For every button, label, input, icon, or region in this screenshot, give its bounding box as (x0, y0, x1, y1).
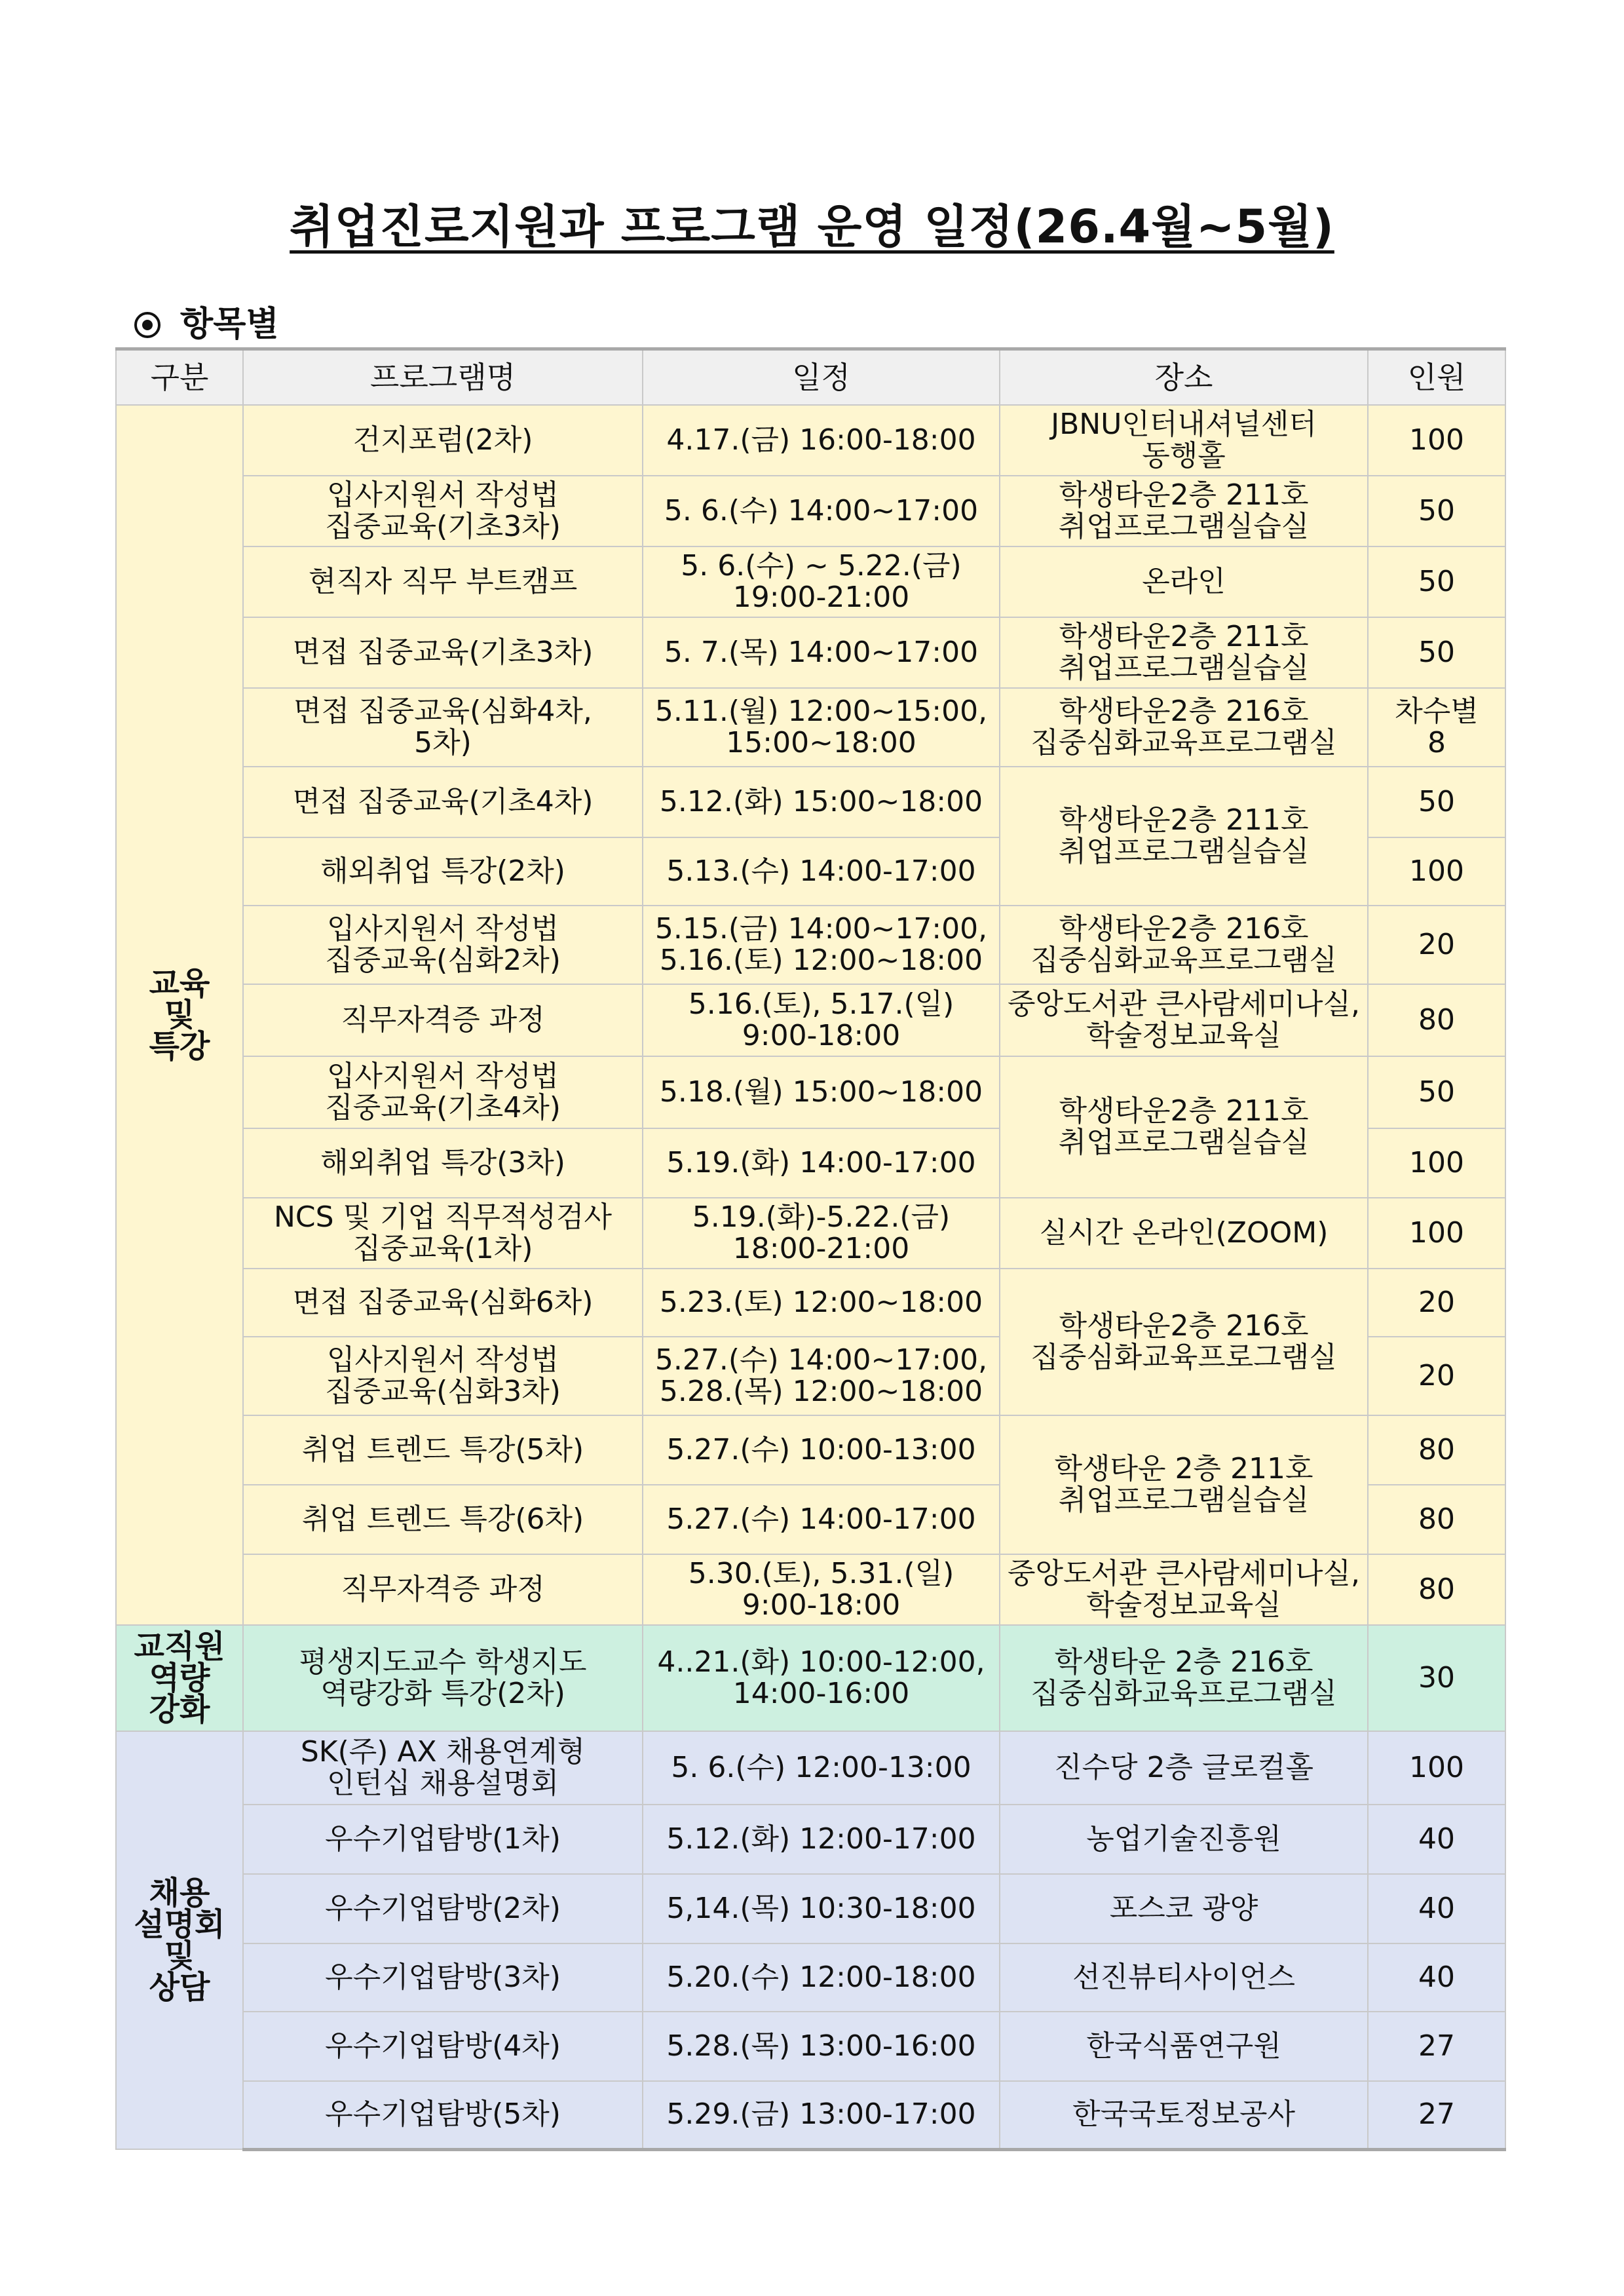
program-cell: 면접 집중교육(심화4차, 5차) (243, 688, 643, 767)
place-cell: 온라인 (1000, 546, 1368, 617)
table-row (116, 1269, 1505, 1337)
radio-bullet-icon (134, 312, 161, 338)
people-cell: 20 (1368, 1337, 1505, 1415)
section-label: 항목별 (134, 296, 279, 345)
table-row (116, 1731, 1505, 1805)
schedule-cell: 5.27.(수) 10:00-13:00 (643, 1415, 1000, 1485)
program-cell: 우수기업탐방(3차) (243, 1943, 643, 2012)
people-cell: 100 (1368, 405, 1505, 476)
people-cell: 50 (1368, 1056, 1505, 1128)
place-cell: 포스코 광양 (1000, 1874, 1368, 1943)
place-cell: 학생타운2층 211호 취업프로그램실습실 (1000, 1056, 1368, 1198)
table-row (116, 767, 1505, 837)
place-cell: 실시간 온라인(ZOOM) (1000, 1198, 1368, 1269)
schedule-cell: 5. 7.(목) 14:00~17:00 (643, 617, 1000, 688)
people-cell: 20 (1368, 906, 1505, 984)
people-cell: 40 (1368, 1943, 1505, 2012)
place-cell: 학생타운2층 216호 집중심화교육프로그램실 (1000, 688, 1368, 767)
schedule-cell: 5.29.(금) 13:00-17:00 (643, 2081, 1000, 2149)
program-cell: 입사지원서 작성법 집중교육(기초3차) (243, 476, 643, 546)
schedule-cell: 5. 6.(수) ~ 5.22.(금) 19:00-21:00 (643, 546, 1000, 617)
header-schedule: 일정 (643, 349, 1000, 406)
place-cell: 중앙도서관 큰사람세미나실, 학술정보교육실 (1000, 1554, 1368, 1625)
table-row (116, 1554, 1505, 1625)
place-cell: 농업기술진흥원 (1000, 1805, 1368, 1874)
program-cell: 우수기업탐방(1차) (243, 1805, 643, 1874)
people-cell: 100 (1368, 837, 1505, 906)
table-row (116, 546, 1505, 617)
program-cell: 우수기업탐방(2차) (243, 1874, 643, 1943)
schedule-table (115, 347, 1506, 2151)
schedule-cell: 5.27.(수) 14:00~17:00, 5.28.(목) 12:00~18:00 (643, 1337, 1000, 1415)
table-header-row (116, 349, 1505, 406)
program-cell: 우수기업탐방(4차) (243, 2012, 643, 2081)
program-cell: 우수기업탐방(5차) (243, 2081, 643, 2149)
schedule-cell: 5.18.(월) 15:00~18:00 (643, 1056, 1000, 1128)
program-cell: 취업 트렌드 특강(5차) (243, 1415, 643, 1485)
table-row (116, 1625, 1505, 1731)
header-program: 프로그램명 (243, 349, 643, 406)
schedule-cell: 5.19.(화) 14:00-17:00 (643, 1128, 1000, 1198)
schedule-cell: 4..21.(화) 10:00-12:00, 14:00-16:00 (643, 1625, 1000, 1731)
program-cell: 면접 집중교육(기초3차) (243, 617, 643, 688)
schedule-cell: 5.12.(화) 12:00-17:00 (643, 1805, 1000, 1874)
table-row (116, 2081, 1505, 2149)
people-cell: 30 (1368, 1625, 1505, 1731)
schedule-cell: 4.17.(금) 16:00-18:00 (643, 405, 1000, 476)
people-cell: 40 (1368, 1805, 1505, 1874)
table-row (116, 476, 1505, 546)
schedule-cell: 5.23.(토) 12:00~18:00 (643, 1269, 1000, 1337)
people-cell: 20 (1368, 1269, 1505, 1337)
place-cell: 한국국토정보공사 (1000, 2081, 1368, 2149)
program-cell: 입사지원서 작성법 집중교육(기초4차) (243, 1056, 643, 1128)
people-cell: 100 (1368, 1128, 1505, 1198)
table-row (116, 2012, 1505, 2081)
place-cell: 학생타운2층 211호 취업프로그램실습실 (1000, 617, 1368, 688)
category-recruitment: 채용 설명회 및 상담 (116, 1731, 243, 2149)
program-cell: NCS 및 기업 직무적성검사 집중교육(1차) (243, 1198, 643, 1269)
table-row (116, 1805, 1505, 1874)
schedule-cell: 5.30.(토), 5.31.(일) 9:00-18:00 (643, 1554, 1000, 1625)
schedule-cell: 5.15.(금) 14:00~17:00, 5.16.(토) 12:00~18:00 (643, 906, 1000, 984)
people-cell: 100 (1368, 1731, 1505, 1805)
people-cell: 50 (1368, 476, 1505, 546)
table-row (116, 984, 1505, 1056)
program-cell: 건지포럼(2차) (243, 405, 643, 476)
header-category: 구분 (116, 349, 243, 406)
table-row (116, 1415, 1505, 1485)
program-cell: 면접 집중교육(기초4차) (243, 767, 643, 837)
place-cell: 한국식품연구원 (1000, 2012, 1368, 2081)
people-cell: 100 (1368, 1198, 1505, 1269)
place-cell: 학생타운2층 216호 집중심화교육프로그램실 (1000, 906, 1368, 984)
table-row (116, 1874, 1505, 1943)
program-cell: 해외취업 특강(2차) (243, 837, 643, 906)
people-cell: 50 (1368, 617, 1505, 688)
program-cell: 평생지도교수 학생지도 역량강화 특강(2차) (243, 1625, 643, 1731)
schedule-cell: 5.11.(월) 12:00~15:00, 15:00~18:00 (643, 688, 1000, 767)
schedule-cell: 5.16.(토), 5.17.(일) 9:00-18:00 (643, 984, 1000, 1056)
schedule-cell: 5. 6.(수) 14:00~17:00 (643, 476, 1000, 546)
schedule-cell: 5.19.(화)-5.22.(금) 18:00-21:00 (643, 1198, 1000, 1269)
schedule-cell: 5.12.(화) 15:00~18:00 (643, 767, 1000, 837)
table-row (116, 617, 1505, 688)
schedule-cell: 5.27.(수) 14:00-17:00 (643, 1485, 1000, 1554)
program-cell: 입사지원서 작성법 집중교육(심화3차) (243, 1337, 643, 1415)
header-place: 장소 (1000, 349, 1368, 406)
document-title: 취업진로지원과 프로그램 운영 일정(26.4월~5월) (290, 200, 1334, 254)
schedule-cell: 5,14.(목) 10:30-18:00 (643, 1874, 1000, 1943)
people-cell: 40 (1368, 1874, 1505, 1943)
place-cell: 선진뷰티사이언스 (1000, 1943, 1368, 2012)
table-row (116, 405, 1505, 476)
place-cell: 중앙도서관 큰사람세미나실, 학술정보교육실 (1000, 984, 1368, 1056)
header-people: 인원 (1368, 349, 1505, 406)
people-cell: 27 (1368, 2012, 1505, 2081)
people-cell: 80 (1368, 1485, 1505, 1554)
table-row (116, 688, 1505, 767)
place-cell: JBNU인터내셔널센터 동행홀 (1000, 405, 1368, 476)
program-cell: 면접 집중교육(심화6차) (243, 1269, 643, 1337)
program-cell: 직무자격증 과정 (243, 984, 643, 1056)
category-faculty: 교직원 역량 강화 (116, 1625, 243, 1731)
place-cell: 진수당 2층 글로컬홀 (1000, 1731, 1368, 1805)
program-cell: 입사지원서 작성법 집중교육(심화2차) (243, 906, 643, 984)
table-row (116, 1056, 1505, 1128)
program-cell: 직무자격증 과정 (243, 1554, 643, 1625)
people-cell: 50 (1368, 767, 1505, 837)
schedule-cell: 5.13.(수) 14:00-17:00 (643, 837, 1000, 906)
schedule-cell: 5. 6.(수) 12:00-13:00 (643, 1731, 1000, 1805)
place-cell: 학생타운 2층 216호 집중심화교육프로그램실 (1000, 1625, 1368, 1731)
place-cell: 학생타운2층 211호 취업프로그램실습실 (1000, 476, 1368, 546)
people-cell: 80 (1368, 1415, 1505, 1485)
place-cell: 학생타운2층 216호 집중심화교육프로그램실 (1000, 1269, 1368, 1415)
people-cell: 차수별 8 (1368, 688, 1505, 767)
place-cell: 학생타운2층 211호 취업프로그램실습실 (1000, 767, 1368, 906)
table-row (116, 906, 1505, 984)
schedule-cell: 5.28.(목) 13:00-16:00 (643, 2012, 1000, 2081)
program-cell: SK(주) AX 채용연계형 인턴십 채용설명회 (243, 1731, 643, 1805)
table-row (116, 1198, 1505, 1269)
people-cell: 80 (1368, 984, 1505, 1056)
program-cell: 현직자 직무 부트캠프 (243, 546, 643, 617)
people-cell: 50 (1368, 546, 1505, 617)
people-cell: 27 (1368, 2081, 1505, 2149)
place-cell: 학생타운 2층 211호 취업프로그램실습실 (1000, 1415, 1368, 1554)
category-education: 교육 및 특강 (116, 405, 243, 1625)
program-cell: 취업 트렌드 특강(6차) (243, 1485, 643, 1554)
table-row (116, 1943, 1505, 2012)
people-cell: 80 (1368, 1554, 1505, 1625)
program-cell: 해외취업 특강(3차) (243, 1128, 643, 1198)
schedule-cell: 5.20.(수) 12:00-18:00 (643, 1943, 1000, 2012)
